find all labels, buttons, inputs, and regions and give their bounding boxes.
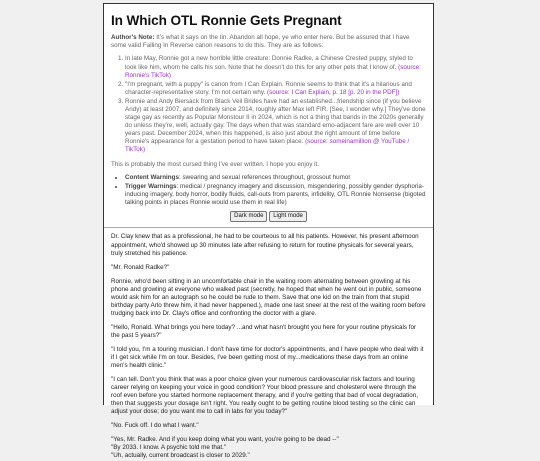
content-warning [125,174,426,182]
authors-note-label: Author's Note: [111,34,155,42]
story-paragraph: "I told you, I'm a touring musician. I don't have time for doctor's appointments, and I have people who deal with it if I get sick while I'm on tour. Besides, I've been getting most of my...medications these days from an online men's health clinic." [111,345,424,370]
warning-label: Trigger Warnings [125,182,177,190]
theme-toggle [111,211,426,223]
source-text: Ronnie and Andy Biersack from Black Veil Brides have had an established...friendship since (if you believe Andy) at least 2007, and definitely since 2014, roughly after Max left FIR. [See, I wonder why.] They've done stage gay as recently as Popular Monstour II in 2024, which is not a thing that bands in the 2020s generally do unless they're, well, actually gay. The days when that was standard emo-adjacent fare are well over 10 years past. December 2024, when this happened, is also just about the right amount of time before Ronnie's appearance for a gestation period to have taken place. [125,97,426,145]
light-mode-button[interactable]: Light mode [269,211,307,223]
story-page [103,3,434,460]
warnings-list [111,174,426,207]
story-paragraph: "No. Fuck off. I do what I want." [111,422,199,430]
list-item [125,98,426,154]
story-paragraph: "By 2033. I know. A psychic told me that." [111,444,227,452]
warning-label: Content Warnings [125,174,179,182]
list-item [125,55,426,79]
story-paragraph: "I can tell. Don't you think that was a poor choice given your numerous cardiovascular risk factors and touring career relying on keeping your voice in good condition? Your blood pressure and cholesterol were through the roof even before you started hormone replacement therapy, and if you're getting that bad of vocal degradation, then that suggests your dosage isn't right. You really ought to be getting routine blood testing so the clinic can adjust your dose; do you want me to call in labs for you today?" [111,376,419,416]
list-item [125,81,426,97]
story-paragraph: "Yes, Mr. Radke. And if you keep doing what you want, you're going to be dead --" [111,436,339,444]
dark-mode-button[interactable]: Dark mode [230,211,267,223]
authors-note [111,34,426,50]
authors-note-text: It's what it says on the tin. Abandon all hope, ye who enter here. But be assured that I have some valid Falling In Reverse canon reasons to do this. They are as follows: [111,34,410,50]
page-title: In Which OTL Ronnie Gets Pregnant [111,13,342,28]
cursed-disclaimer: This is probably the most cursed thing I've ever written. I hope you enjoy it. [111,161,320,169]
source-link[interactable]: (source: someinamillion @ YouTube / TikTok) [125,137,410,153]
warning-text: : swearing and sexual references throughout, grossout humor [179,174,351,182]
source-link[interactable]: (source: Ronnie's TikTok) [125,63,421,79]
section-divider [104,227,433,228]
story-paragraph: "Uh, actually, current broadcast is closer to 2029." [111,452,250,460]
story-paragraph: "Hello, Ronald. What brings you here today? ...and what hasn't brought you here for your routine physicals for the past 5 years?" [111,323,417,339]
source-text: "I'm pregnant, with a puppy" is canon from I Can Explain. Ronnie seems to think that it's a hilarious and character-representative story. I'm not certain why. [125,80,412,96]
story-paragraph: Dr. Clay knew that as a professional, he had to be courteous to all his patients. However, his present afternoon appointment, who'd showed up 30 minutes late after refusing to return for routine physicals for several years, truly stretched his patience. [111,233,419,257]
story-paragraph: "Mr. Ronald Radke?" [111,263,170,271]
story-paragraph: Ronnie, who'd been sitting in an uncomfortable chair in the waiting room alternating between growling at his phone and growling at everyone who walked past (secretly, he hoped that when he went out in public, someone would ask him for an autograph so he could be rude to them. Save that one kid on the train from that stupid birthday party Arlo threw him, it had never happened.), made one last sneer at the rest of the waiting room before trudging back into Dr. Clay's office and confronting the doctor with a glare. [111,277,426,317]
story-body [111,233,426,460]
canon-sources-list [111,55,426,154]
warning-text: : medical / pregnancy imagery and discussion, misgendering, possibly gender dysphoria-inducing imagery, body horror, bodily fluids, call-outs from parents, infidelity, OTL Ronnie Nonsense (bigoted talking points in places Ronnie would use them in real life) [125,182,426,206]
trigger-warning [125,183,426,207]
source-link[interactable]: (source: I Can Explain, p. 18 [p. 20 in the PDF]) [267,88,400,96]
source-text: In late May, Ronnie got a new horrible little creature: Donnie Radke, a Chinese Crested puppy, styled to look like him, whom he calls his son. Note that he doesn't do this for any other pets that I know of. [125,55,413,71]
